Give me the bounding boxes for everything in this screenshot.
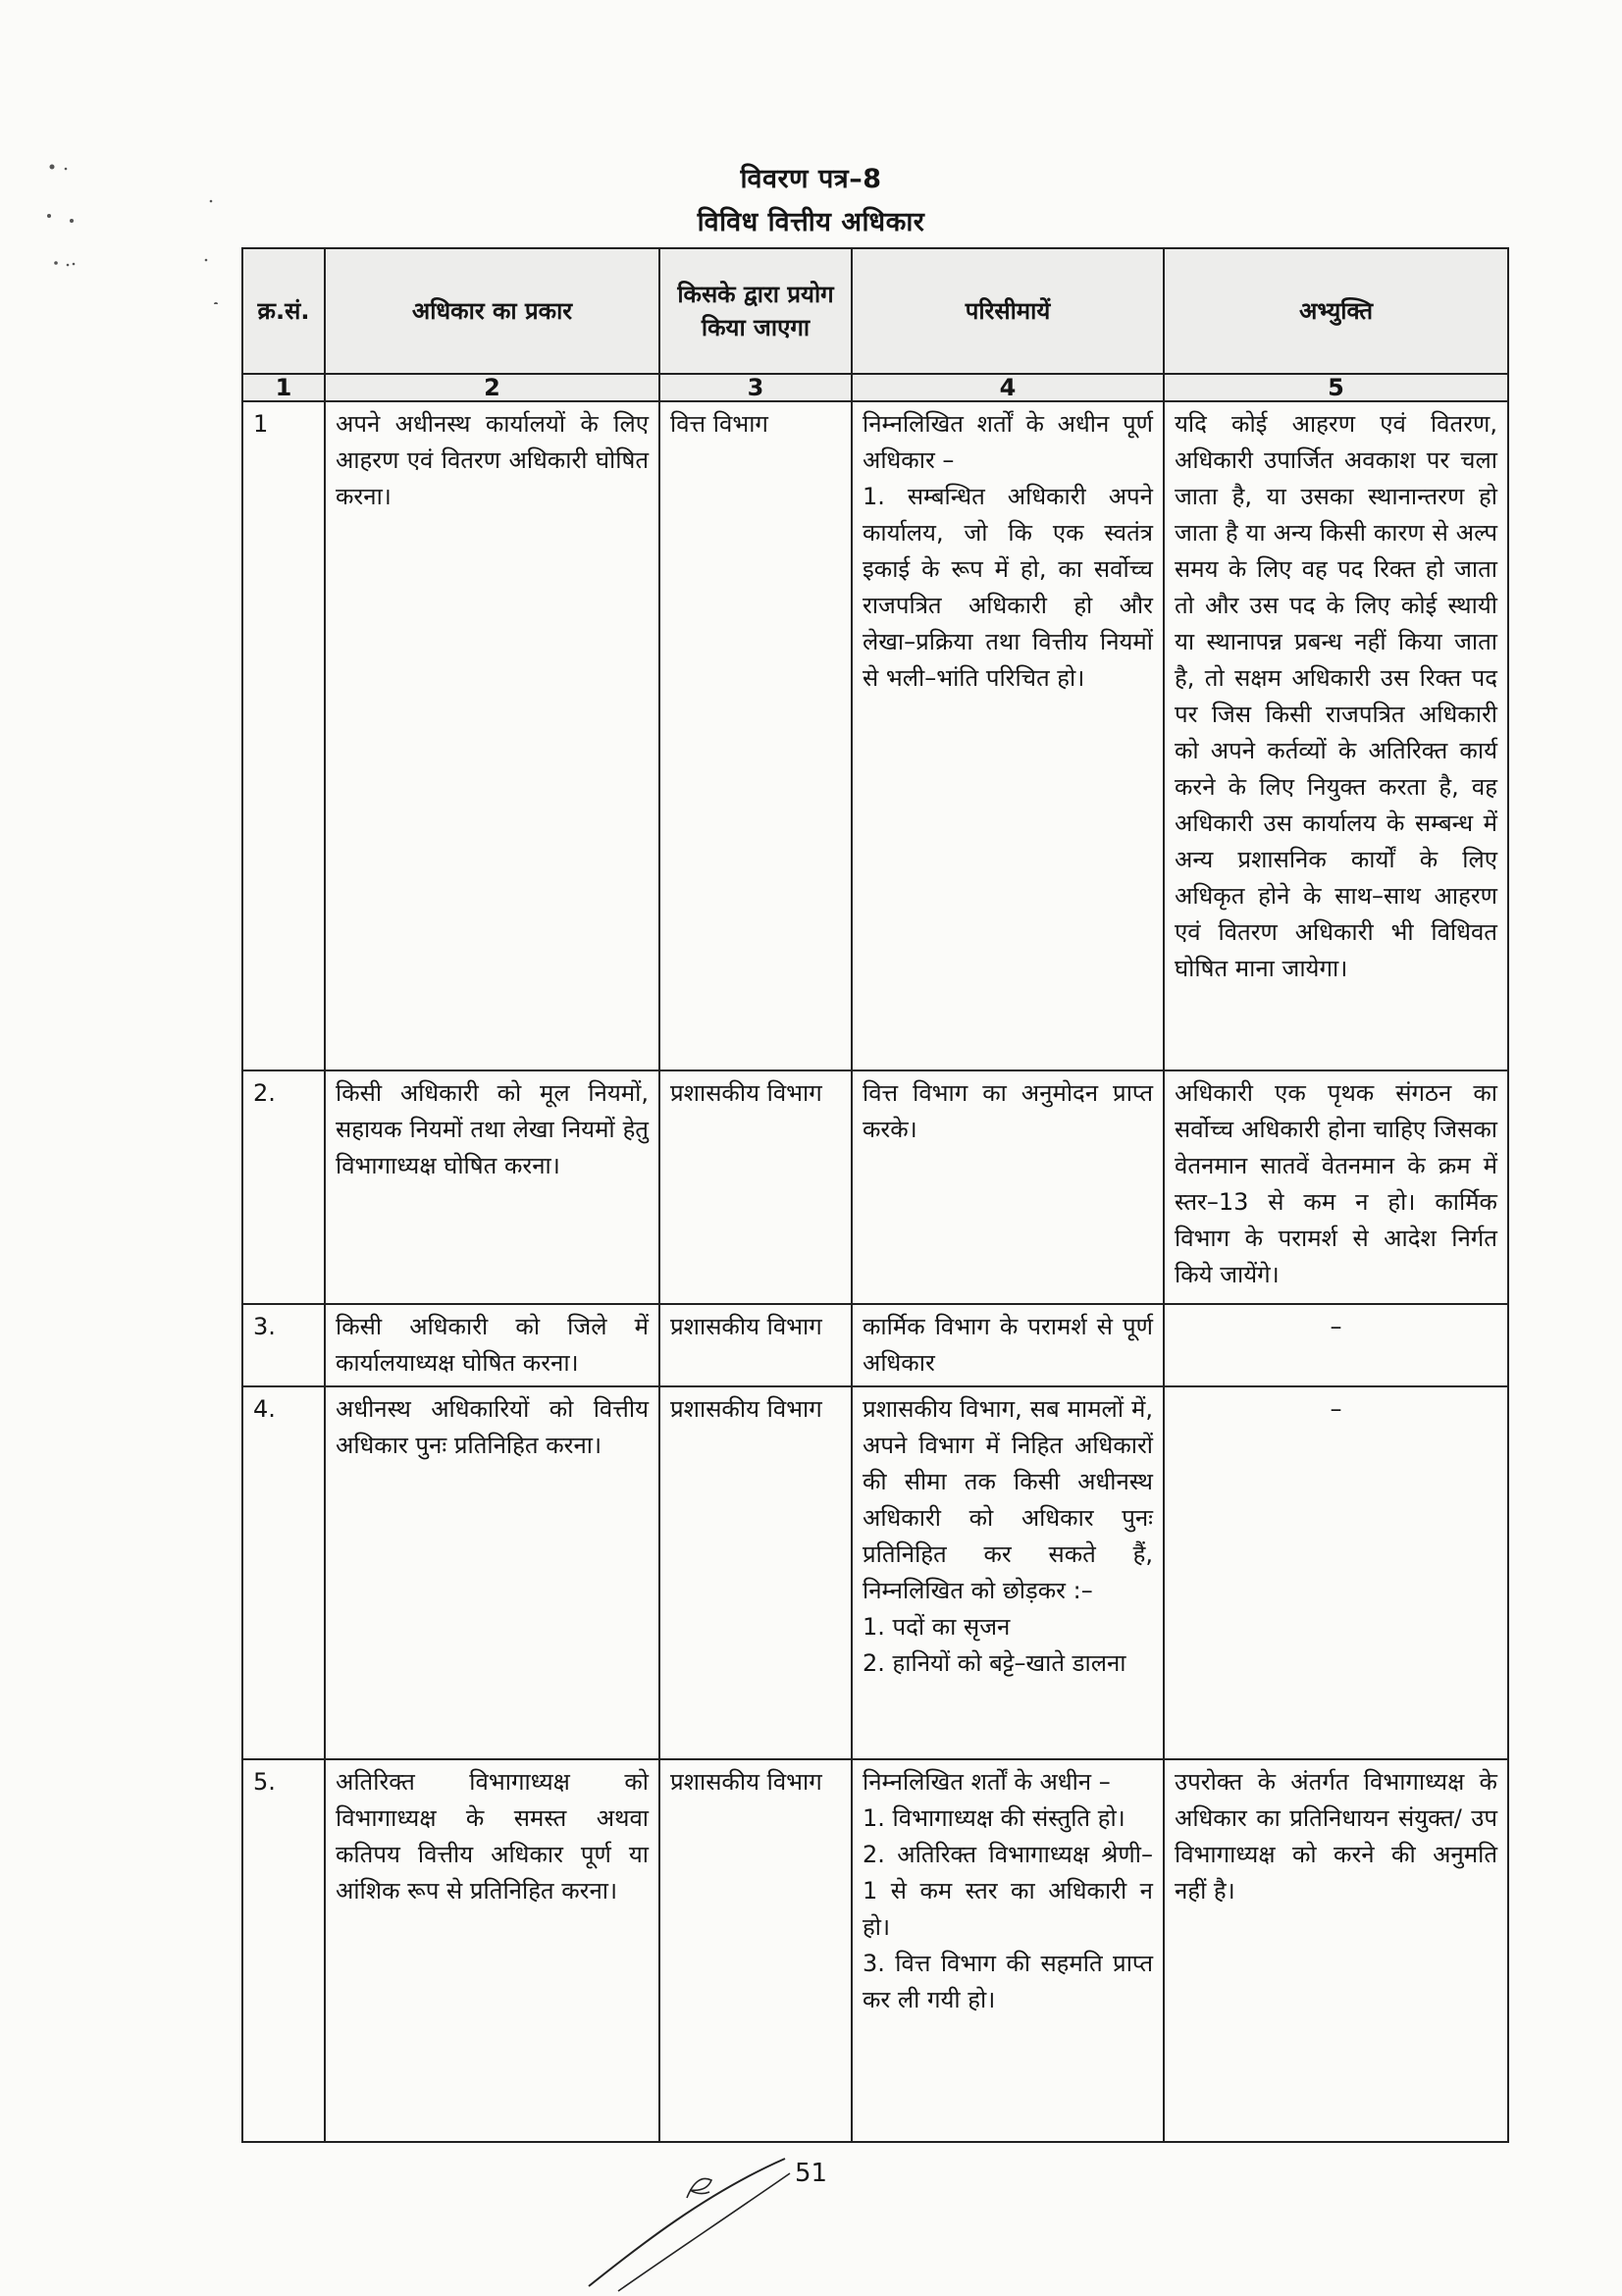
- handwritten-signature-icon: [579, 2139, 814, 2296]
- limit-line: वित्त विभाग का अनुमोदन प्राप्त करके।: [863, 1079, 1153, 1143]
- row-exercised-by: वित्त विभाग: [659, 401, 852, 1070]
- table-row: [242, 401, 1508, 1070]
- row-limits: [852, 1070, 1164, 1304]
- col-number: 3: [659, 374, 852, 401]
- row-sn: 1: [242, 401, 325, 1070]
- financial-powers-table: [241, 247, 1509, 2143]
- row-limits: [852, 1304, 1164, 1386]
- row-power-type: किसी अधिकारी को मूल नियमों, सहायक नियमों तथा लेखा नियमों हेतु विभागाध्यक्ष घोषित करना।: [325, 1070, 659, 1304]
- col-number: 1: [242, 374, 325, 401]
- row-power-type: अपने अधीनस्थ कार्यालयों के लिए आहरण एवं वितरण अधिकारी घोषित करना।: [325, 401, 659, 1070]
- table-row: [242, 1386, 1508, 1759]
- row-remarks: –: [1164, 1304, 1508, 1386]
- col-number: 4: [852, 374, 1164, 401]
- row-remarks: –: [1164, 1386, 1508, 1759]
- col-header-type: अधिकार का प्रकार: [325, 248, 659, 374]
- table-row: [242, 1070, 1508, 1304]
- row-sn: 3.: [242, 1304, 325, 1386]
- limit-line: 2. अतिरिक्त विभागाध्यक्ष श्रेणी–1 से कम स्तर का अधिकारी न हो।: [863, 1841, 1153, 1941]
- row-remarks: यदि कोई आहरण एवं वितरण, अधिकारी उपार्जित अवकाश पर चला जाता है, या उसका स्थानान्तरण हो जाता है या अन्य किसी कारण से अल्प समय के लिए वह पद रिक्त हो जाता तो और उस पद के लिए कोई स्थायी या स्थानापन्न प्रबन्ध नहीं किया जाता है, तो सक्षम अधिकारी उस रिक्त पद पर जिस किसी राजपत्रित अधिकारी को अपने कर्तव्यों के अतिरिक्त कार्य करने के लिए नियुक्त करता है, वह अधिकारी उस कार्यालय के सम्बन्ध में अन्य प्रशासनिक कार्यों के लिए अधिकृत होने के साथ–साथ आहरण एवं वितरण अधिकारी भी विधिवत घोषित माना जायेगा।: [1164, 401, 1508, 1070]
- limit-line: 1. पदों का सृजन: [863, 1613, 1011, 1641]
- limit-line: प्रशासकीय विभाग, सब मामलों में, अपने विभाग में निहित अधिकारों की सीमा तक किसी अधीनस्थ अधिकारी को अधिकार पुनः प्रतिनिहित कर सकते हैं, निम्नलिखित को छोड़कर :–: [863, 1395, 1153, 1604]
- limit-line: 2. हानियों को बट्टे–खाते डालना: [863, 1649, 1126, 1677]
- row-sn: 4.: [242, 1386, 325, 1759]
- limit-line: निम्नलिखित शर्तों के अधीन पूर्ण अधिकार –: [863, 410, 1153, 474]
- limit-line: 3. वित्त विभाग की सहमति प्राप्त कर ली गयी हो।: [863, 1950, 1153, 2013]
- document-subtitle: विविध वित्तीय अधिकार: [697, 207, 925, 237]
- column-number-row: [242, 374, 1508, 401]
- row-power-type: अतिरिक्त विभागाध्यक्ष को विभागाध्यक्ष के समस्त अथवा कतिपय वित्तीय अधिकार पूर्ण या आंशिक रूप से प्रतिनिहित करना।: [325, 1759, 659, 2142]
- row-remarks: अधिकारी एक पृथक संगठन का सर्वोच्च अधिकारी होना चाहिए जिसका वेतनमान सातवें वेतनमान के क्रम में स्तर–13 से कम न हो। कार्मिक विभाग के परामर्श से आदेश निर्गत किये जायेंगे।: [1164, 1070, 1508, 1304]
- col-number: 2: [325, 374, 659, 401]
- document-title: विवरण पत्र–8: [740, 164, 882, 194]
- row-limits: [852, 1386, 1164, 1759]
- col-header-by: किसके द्वारा प्रयोग किया जाएगा: [659, 248, 852, 374]
- limit-line: निम्नलिखित शर्तों के अधीन –: [863, 1768, 1111, 1796]
- row-exercised-by: प्रशासकीय विभाग: [659, 1759, 852, 2142]
- row-power-type: किसी अधिकारी को जिले में कार्यालयाध्यक्ष घोषित करना।: [325, 1304, 659, 1386]
- col-header-limits: परिसीमायें: [852, 248, 1164, 374]
- row-exercised-by: प्रशासकीय विभाग: [659, 1070, 852, 1304]
- row-exercised-by: प्रशासकीय विभाग: [659, 1304, 852, 1386]
- row-limits: [852, 1759, 1164, 2142]
- col-number: 5: [1164, 374, 1508, 401]
- table-row: [242, 1304, 1508, 1386]
- limit-line: 1. विभागाध्यक्ष की संस्तुति हो।: [863, 1804, 1125, 1832]
- col-header-sn: क्र.सं.: [242, 248, 325, 374]
- col-header-remarks: अभ्युक्ति: [1164, 248, 1508, 374]
- row-remarks: उपरोक्त के अंतर्गत विभागाध्यक्ष के अधिकार का प्रतिनिधायन संयुक्त/ उप विभागाध्यक्ष को करने की अनुमति नहीं है।: [1164, 1759, 1508, 2142]
- table-row: [242, 1759, 1508, 2142]
- limit-line: कार्मिक विभाग के परामर्श से पूर्ण अधिकार: [863, 1313, 1153, 1377]
- row-limits: [852, 401, 1164, 1070]
- limit-line: 1. सम्बन्धित अधिकारी अपने कार्यालय, जो कि एक स्वतंत्र इकाई के रूप में हो, का सर्वोच्च राजपत्रित अधिकारी हो और लेखा–प्रक्रिया तथा वित्तीय नियमों से भली–भांति परिचित हो।: [863, 483, 1153, 692]
- row-exercised-by: प्रशासकीय विभाग: [659, 1386, 852, 1759]
- row-sn: 5.: [242, 1759, 325, 2142]
- row-sn: 2.: [242, 1070, 325, 1304]
- page-number: 51: [794, 2159, 828, 2188]
- header-row: [242, 248, 1508, 374]
- row-power-type: अधीनस्थ अधिकारियों को वित्तीय अधिकार पुनः प्रतिनिहित करना।: [325, 1386, 659, 1759]
